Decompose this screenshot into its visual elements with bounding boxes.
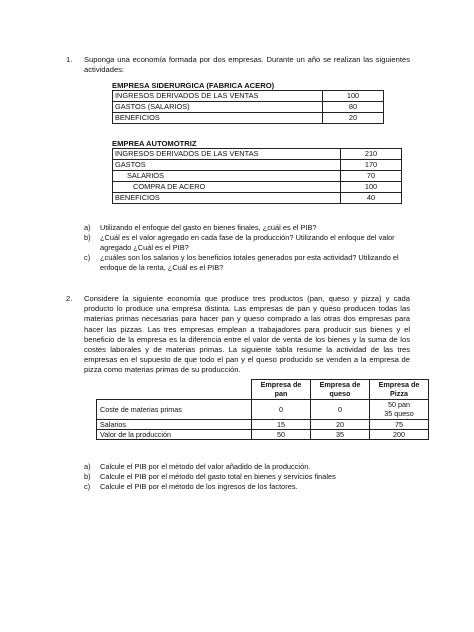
steel-company-table: [112, 90, 384, 124]
table1-title: EMPRESA SIDERURGICA (FABRICA ACERO): [112, 81, 275, 90]
row-label: BENEFICIOS: [113, 193, 341, 204]
row-value: 100: [323, 91, 384, 102]
row-label: GASTOS (SALARIOS): [113, 102, 323, 113]
cell-value: 15: [252, 419, 311, 429]
item-letter: a): [84, 462, 91, 471]
cell-value: 0: [311, 399, 370, 419]
table-row: [113, 171, 402, 182]
header-blank-cell: [97, 380, 252, 400]
cell-value: 50: [252, 430, 311, 440]
item-letter: b): [84, 472, 91, 481]
cell-value: 200: [370, 430, 429, 440]
question-2-text: Considere la siguiente economía que produce tres productos (pan, queso y pizza) y cada producto lo produce una empresa distinta. Las empresas de pan y queso producen todas las materias primas necesarias para hacer pan y queso comprado a las otras dos empresas para hacer las pizzas. Las tres empresas emplean a trabajadores para producir sus bienes y el beneficio de la empresa es la diferencia entre el valor de venta de los bienes y la suma de los costes laborales y de materias primas. La siguiente tabla resume la actividad de las tres empresas en el supuesto de que todo el pan y el queso producido se venden a la empresa de pizza como materias primas de su producción.: [84, 294, 410, 375]
header-pizza-company: Empresa de Pizza: [370, 380, 429, 400]
row-label: INGRESOS DERIVADOS DE LAS VENTAS: [113, 91, 323, 102]
row-label: GASTOS: [113, 160, 341, 171]
row-value: 80: [323, 102, 384, 113]
item-text: ¿Cuál es el valor agregado en cada fase de la producción? Utilizando el enfoque del valor agregado ¿Cuál es el PIB?: [100, 233, 395, 252]
item-text: Utilizando el enfoque del gasto en bienes finales, ¿cuál es el PIB?: [100, 223, 317, 232]
table-row: [97, 430, 429, 440]
row-value: 100: [341, 182, 402, 193]
table-row: [113, 193, 402, 204]
table-row: [97, 419, 429, 429]
row-value: 210: [341, 149, 402, 160]
question-2-number: 2.: [66, 294, 73, 303]
item-text: ¿cuáles son los salarios y los beneficios totales generados por esta actividad? Utilizando el enfoque de la renta, ¿Cuál es el PIB?: [100, 253, 399, 272]
header-bread-company: Empresa de pan: [252, 380, 311, 400]
row-label: Salarios: [97, 419, 252, 429]
table-row: [113, 102, 384, 113]
table2-title: EMPREA AUTOMOTRIZ: [112, 139, 197, 148]
item-letter: c): [84, 482, 91, 491]
cell-value: 20: [311, 419, 370, 429]
question-1-text: Suponga una economía formada por dos empresas. Durante un año se realizan las siguientes actividades:: [84, 55, 410, 75]
header-cheese-company: Empresa de queso: [311, 380, 370, 400]
item-letter: a): [84, 223, 91, 232]
row-label: SALARIOS: [113, 171, 341, 182]
table-row: [113, 160, 402, 171]
row-label: Valor de la producción: [97, 430, 252, 440]
cell-value: 75: [370, 419, 429, 429]
item-letter: b): [84, 233, 91, 242]
row-value: 20: [323, 113, 384, 124]
row-label: COMPRA DE ACERO: [113, 182, 341, 193]
item-letter: c): [84, 253, 91, 262]
item-text: Calcule el PIB por el método del valor añadido de la producción.: [100, 462, 311, 471]
table-header-row: [97, 380, 429, 400]
auto-company-table: [112, 148, 402, 204]
cell-value: 50 pan 35 queso: [370, 399, 429, 419]
row-value: 40: [341, 193, 402, 204]
cell-value: 0: [252, 399, 311, 419]
table-row: [113, 182, 402, 193]
question-1-number: 1.: [66, 55, 73, 64]
item-text: Calcule el PIB por el método del gasto total en bienes y servicios finales: [100, 472, 336, 481]
cell-value: 35: [311, 430, 370, 440]
item-text: Calcule el PIB por el método de los ingresos de los factores.: [100, 482, 298, 491]
row-label: INGRESOS DERIVADOS DE LAS VENTAS: [113, 149, 341, 160]
row-value: 170: [341, 160, 402, 171]
table-row: [113, 149, 402, 160]
table-row: [113, 113, 384, 124]
table-row: [97, 399, 429, 419]
production-table: [96, 379, 429, 440]
row-label: Coste de materias primas: [97, 399, 252, 419]
table-row: [113, 91, 384, 102]
row-value: 70: [341, 171, 402, 182]
row-label: BENEFICIOS: [113, 113, 323, 124]
